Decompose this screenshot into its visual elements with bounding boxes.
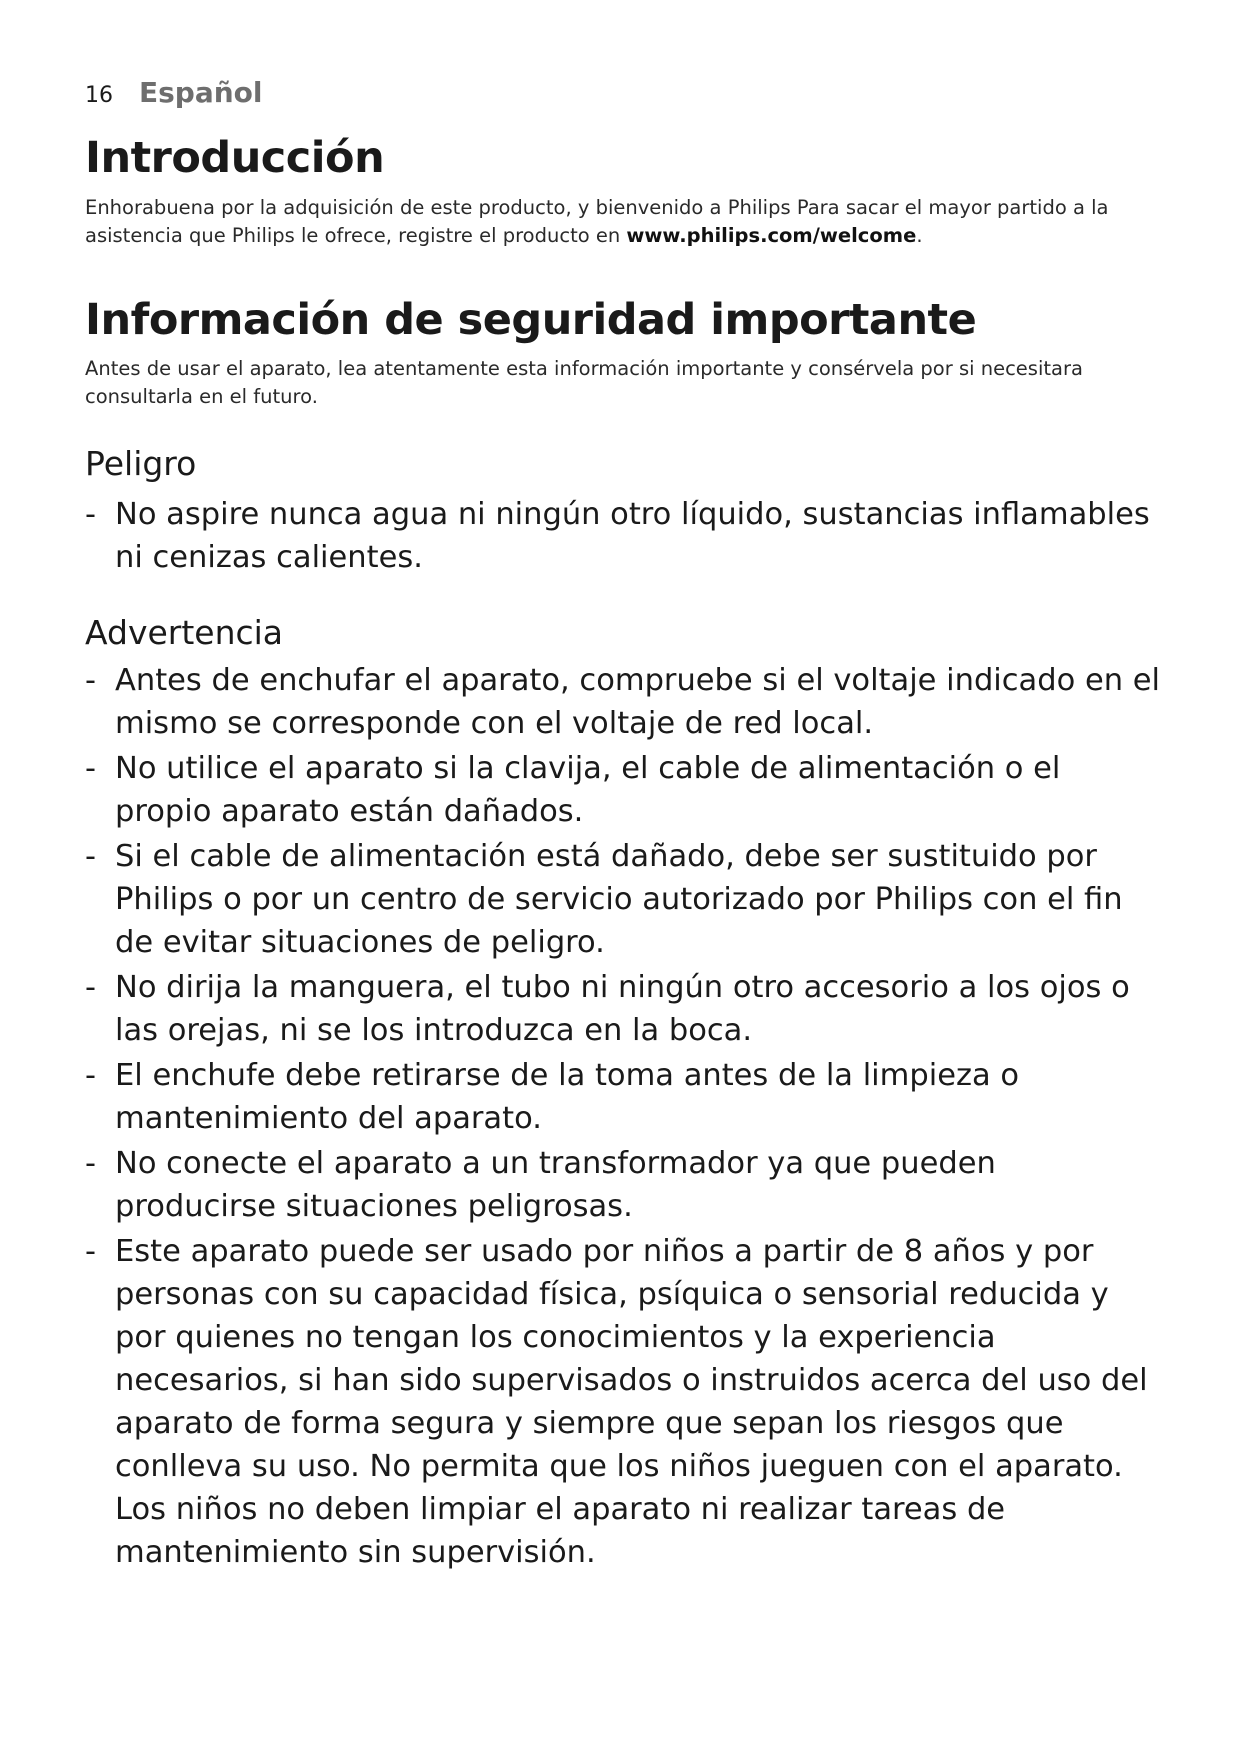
introduction-text <box>85 194 1165 250</box>
list-item <box>85 1142 1165 1228</box>
list-item <box>85 835 1165 964</box>
list-item <box>85 1054 1165 1140</box>
safety-title: Información de seguridad importante <box>85 295 977 345</box>
list-item-text: Este aparato puede ser usado por niños a partir de 8 años y por personas con su capacidad física, psíquica o sensorial reducida y por quienes no tengan los conocimientos y la experiencia necesarios, si han sido supervisados o instruidos acerca del uso del aparato de forma segura y siempre que sepan los riesgos que conlleva su uso. No permita que los niños jueguen con el aparato. Los niños no deben limpiar el aparato ni realizar tareas de mantenimiento sin supervisión. <box>115 1234 1148 1570</box>
danger-title: Peligro <box>85 444 197 483</box>
danger-list <box>85 493 1165 581</box>
list-item-text: No conecte el aparato a un transformador ya que pueden producirse situaciones peligrosas. <box>115 1146 996 1224</box>
bullet-dash: - <box>85 1146 97 1181</box>
language-label: Español <box>139 76 263 109</box>
list-item-text: No utilice el aparato si la clavija, el cable de alimentación o el propio aparato están dañados. <box>115 751 1061 829</box>
list-item <box>85 659 1165 745</box>
bullet-dash: - <box>85 497 97 532</box>
introduction-title: Introducción <box>85 133 385 183</box>
list-item-text: El enchufe debe retirarse de la toma antes de la limpieza o mantenimiento del aparato. <box>115 1058 1020 1136</box>
list-item <box>85 493 1165 579</box>
list-item-text: Si el cable de alimentación está dañado, debe ser sustituido por Philips o por un centro de servicio autorizado por Philips con el fin de evitar situaciones de peligro. <box>115 839 1123 960</box>
warning-title: Advertencia <box>85 613 284 652</box>
bullet-dash: - <box>85 751 97 786</box>
welcome-link[interactable]: www.philips.com/welcome <box>626 224 917 247</box>
safety-text: Antes de usar el aparato, lea atentamente esta información importante y consérvela por si necesitara consultarla en el futuro. <box>85 357 1083 408</box>
list-item <box>85 747 1165 833</box>
bullet-dash: - <box>85 970 97 1005</box>
list-item <box>85 1230 1165 1574</box>
bullet-dash: - <box>85 663 97 698</box>
list-item <box>85 966 1165 1052</box>
list-item-text: No aspire nunca agua ni ningún otro líquido, sustancias inflamables ni cenizas calientes. <box>115 497 1150 575</box>
list-item-text: No dirija la manguera, el tubo ni ningún otro accesorio a los ojos o las orejas, ni se los introduzca en la boca. <box>115 970 1130 1048</box>
bullet-dash: - <box>85 1058 97 1093</box>
introduction-text-start: Enhorabuena por la adquisición de este producto, y bienvenido a Philips Para sacar el mayor partido a la asistencia que Philips le ofrece, registre el producto en <box>85 196 1109 247</box>
page-number: 16 <box>85 83 113 108</box>
bullet-dash: - <box>85 839 97 874</box>
warning-list <box>85 659 1165 1576</box>
page-header <box>85 76 263 109</box>
bullet-dash: - <box>85 1234 97 1269</box>
list-item-text: Antes de enchufar el aparato, compruebe si el voltaje indicado en el mismo se corresponde con el voltaje de red local. <box>115 663 1160 741</box>
introduction-text-end: . <box>916 224 923 247</box>
